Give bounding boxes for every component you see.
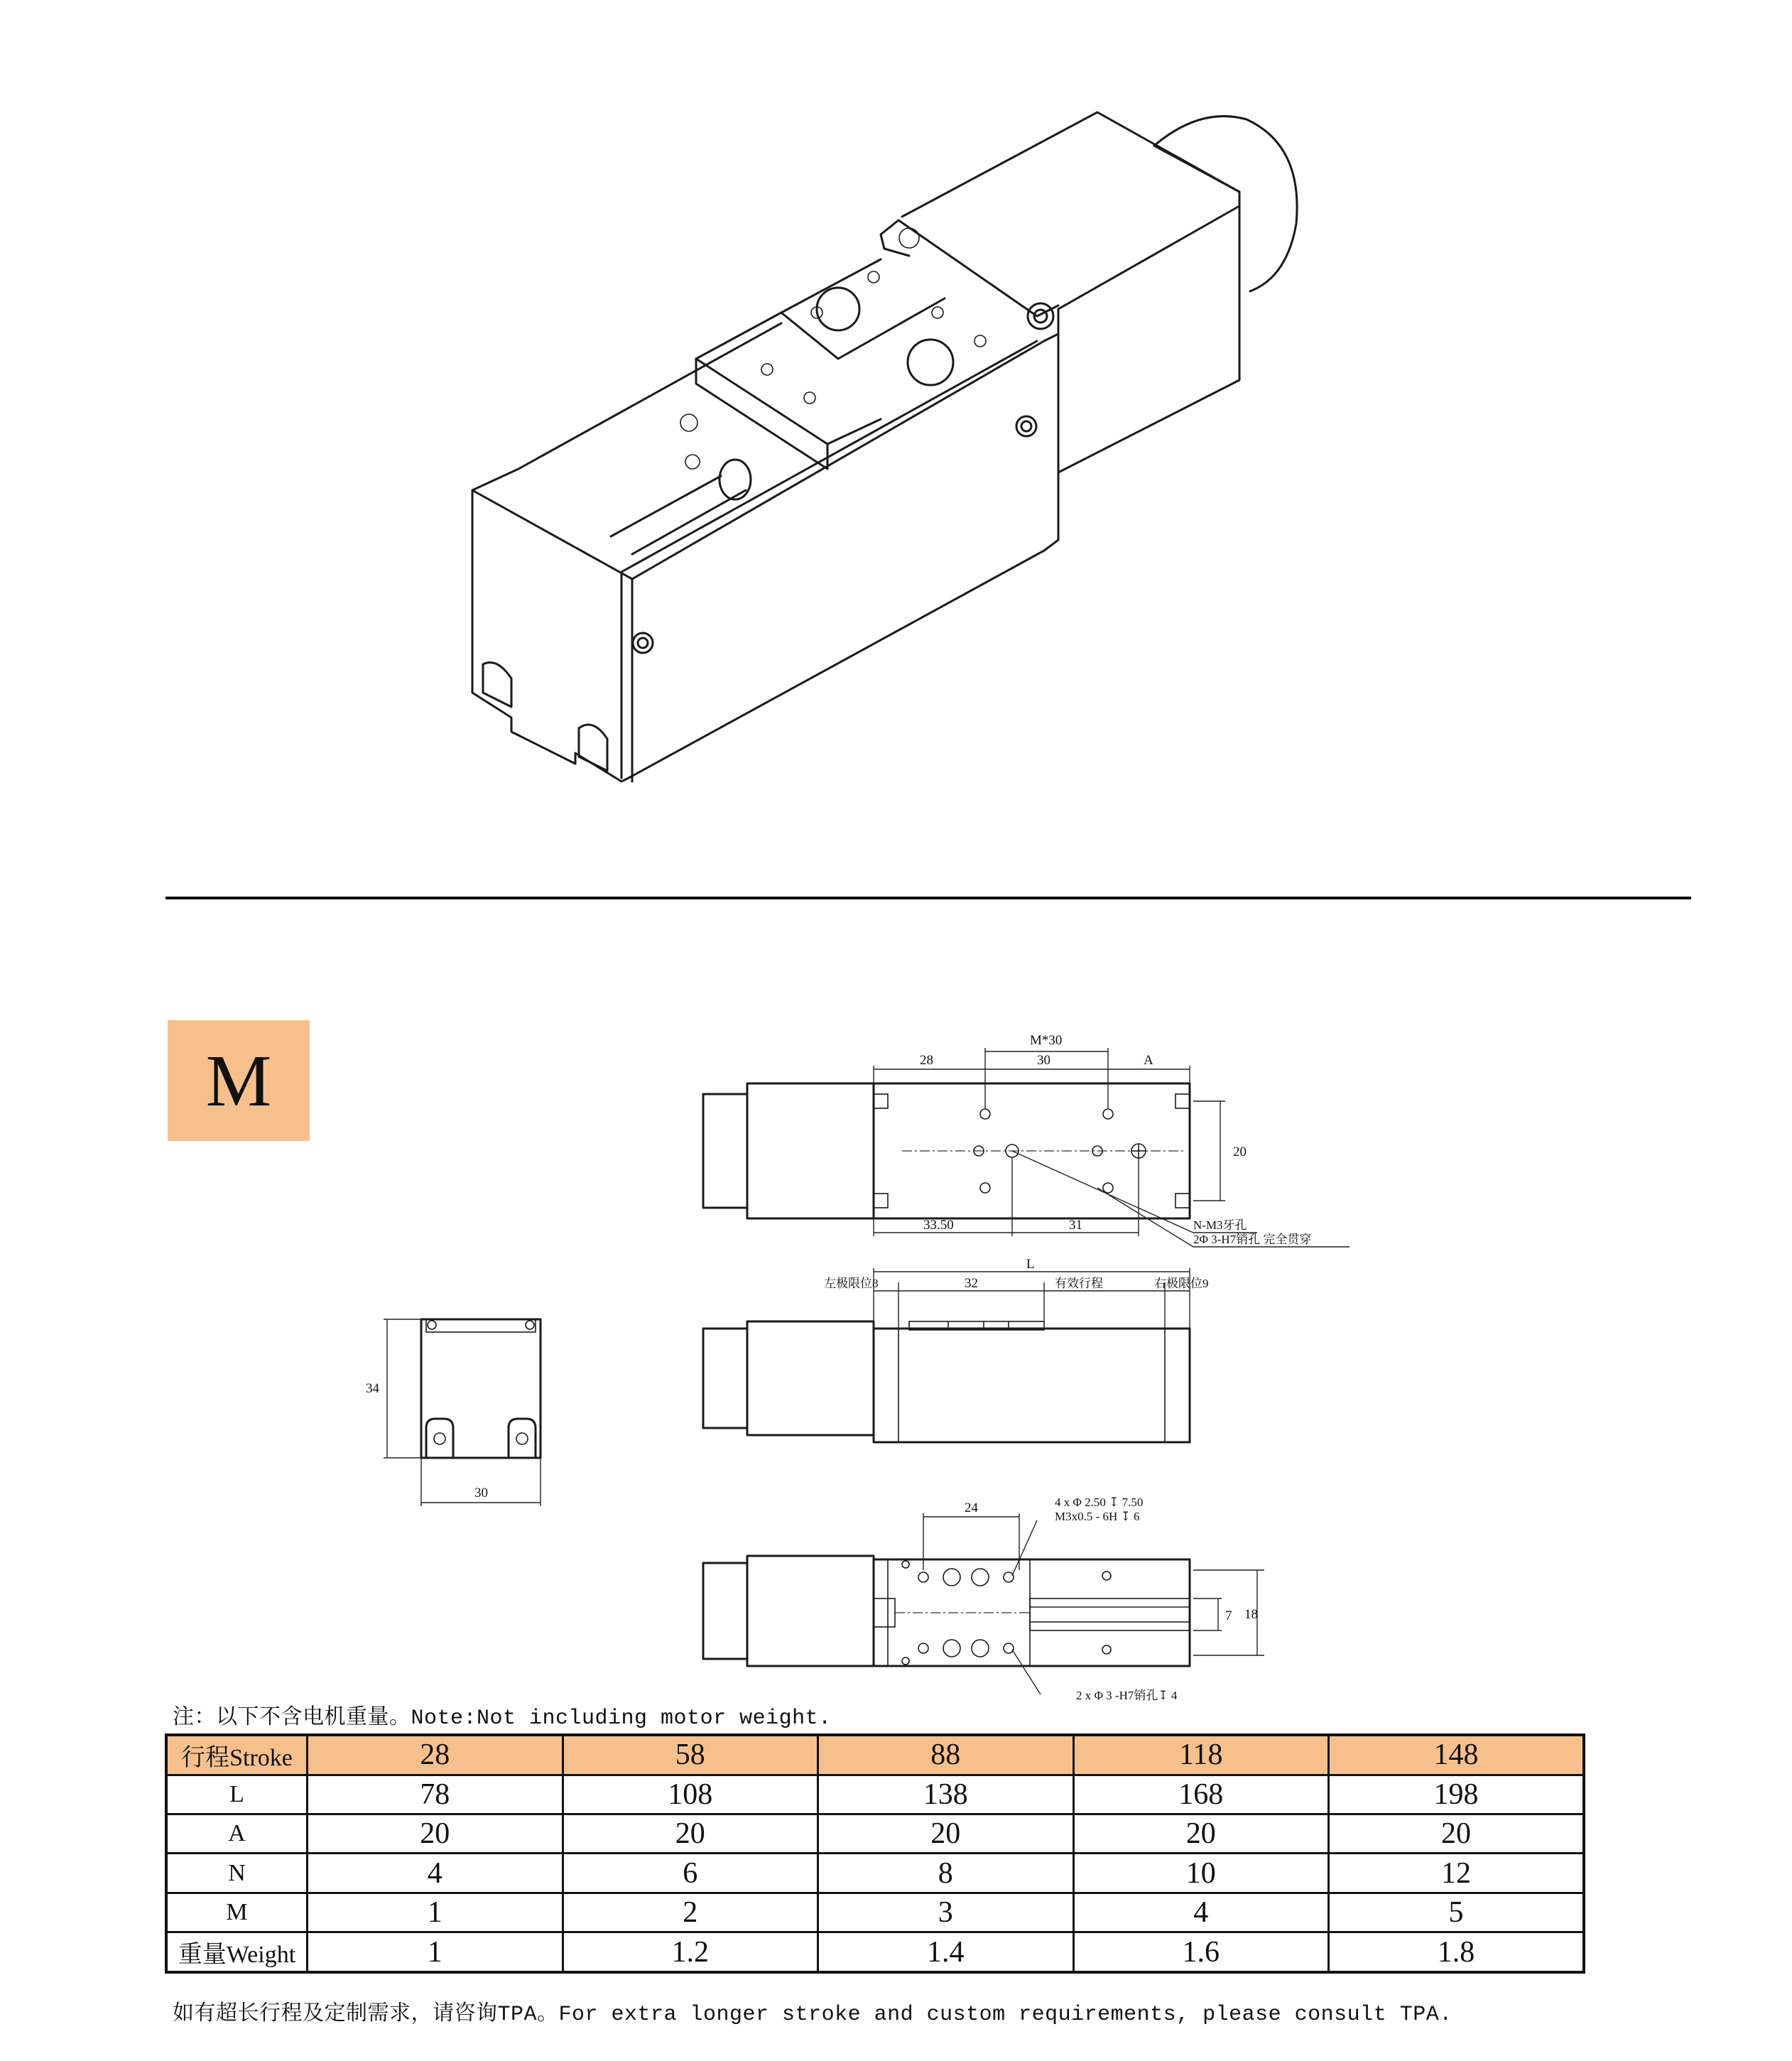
dim-31: 31 [1069,1218,1082,1233]
table-row [166,1932,1584,1972]
table-cell: 6 [563,1854,818,1893]
table-cell: 20 [563,1814,818,1853]
table-cell: 1 [308,1893,563,1932]
table-cell: 12 [1329,1854,1585,1893]
dim-30: 30 [1037,1053,1050,1068]
spec-table [165,1733,1585,1974]
table-cell: 118 [1073,1735,1329,1775]
dim-30-end: 30 [474,1486,488,1500]
table-cell: 4 [308,1854,563,1893]
table-row [166,1893,1584,1932]
table-row-label: 重量Weight [166,1932,308,1972]
table-row-label: L [166,1775,308,1814]
table-cell: 28 [308,1735,563,1775]
dim-32: 32 [965,1276,978,1291]
dim-28: 28 [920,1053,933,1068]
dim-m30: M*30 [1030,1033,1063,1048]
table-cell: 1 [308,1932,563,1972]
table-cell: 1.2 [563,1932,818,1972]
table-cell: 58 [563,1735,818,1775]
side-view-drawing [696,1250,1264,1478]
table-cell: 5 [1329,1893,1585,1932]
effective-stroke-label: 有效行程 [1055,1277,1103,1290]
table-row [166,1854,1584,1893]
callout-pins: 2 x Φ 3 -H7销孔↧ 4 [1076,1689,1178,1702]
callout-holes: 4 x Φ 2.50 ↧ 7.50 [1055,1495,1144,1509]
table-header-row [166,1735,1584,1775]
dim-7: 7 [1225,1608,1232,1623]
table-cell: 148 [1329,1735,1585,1775]
table-cell: 20 [1329,1814,1585,1853]
table-cell: 108 [563,1775,818,1814]
weight-note: 注：以下不含电机重量。Note:Not including motor weight. [173,1706,832,1731]
isometric-product-drawing [0,0,1792,853]
callout-thread: M3x0.5 - 6H ↧ 6 [1055,1510,1140,1523]
table-cell: 198 [1329,1775,1585,1814]
table-cell: 88 [818,1735,1074,1775]
left-limit-label: 左极限位8 [824,1277,879,1290]
section-badge [168,1020,310,1141]
table-cell: 1.8 [1329,1932,1585,1972]
table-row-label: N [166,1854,308,1893]
table-cell: 78 [308,1775,563,1814]
dim-24: 24 [965,1500,978,1515]
dim-18: 18 [1244,1607,1258,1622]
table-row [166,1775,1584,1814]
table-cell: 138 [818,1775,1074,1814]
table-cell: 2 [563,1893,818,1932]
table-cell: 1.6 [1073,1932,1329,1972]
dim-l: L [1026,1257,1035,1272]
dim-33-50: 33.50 [923,1218,954,1233]
callout-pin-holes: 2Φ 3-H7销孔 完全贯穿 [1193,1233,1312,1246]
bottom-view-drawing [696,1492,1278,1705]
table-cell: 4 [1073,1893,1329,1932]
table-row-label: A [166,1814,308,1853]
table-cell: 20 [308,1814,563,1853]
table-cell: 8 [818,1854,1074,1893]
end-view-drawing [366,1304,561,1517]
table-row [166,1814,1584,1853]
dim-34: 34 [366,1381,379,1396]
callout-nm3: N-M3牙孔 [1193,1218,1247,1232]
top-view-drawing [696,1023,1378,1250]
section-divider [165,897,1691,899]
table-row-label: M [166,1893,308,1932]
table-cell: 168 [1073,1775,1329,1814]
dim-20: 20 [1233,1145,1247,1159]
table-row-label: 行程Stroke [166,1735,308,1775]
table-cell: 1.4 [818,1932,1074,1972]
table-cell: 20 [1073,1814,1329,1853]
table-cell: 20 [818,1814,1074,1853]
custom-requirements-note: 如有超长行程及定制需求，请咨询TPA。For extra longer stroke and custom requirements, please consult TPA. [173,2003,1452,2027]
right-limit-label: 右极限位9 [1154,1277,1209,1290]
table-cell: 3 [818,1893,1074,1932]
table-cell: 10 [1073,1854,1329,1893]
dim-a: A [1144,1053,1153,1068]
section-badge-label: M [205,1039,272,1122]
